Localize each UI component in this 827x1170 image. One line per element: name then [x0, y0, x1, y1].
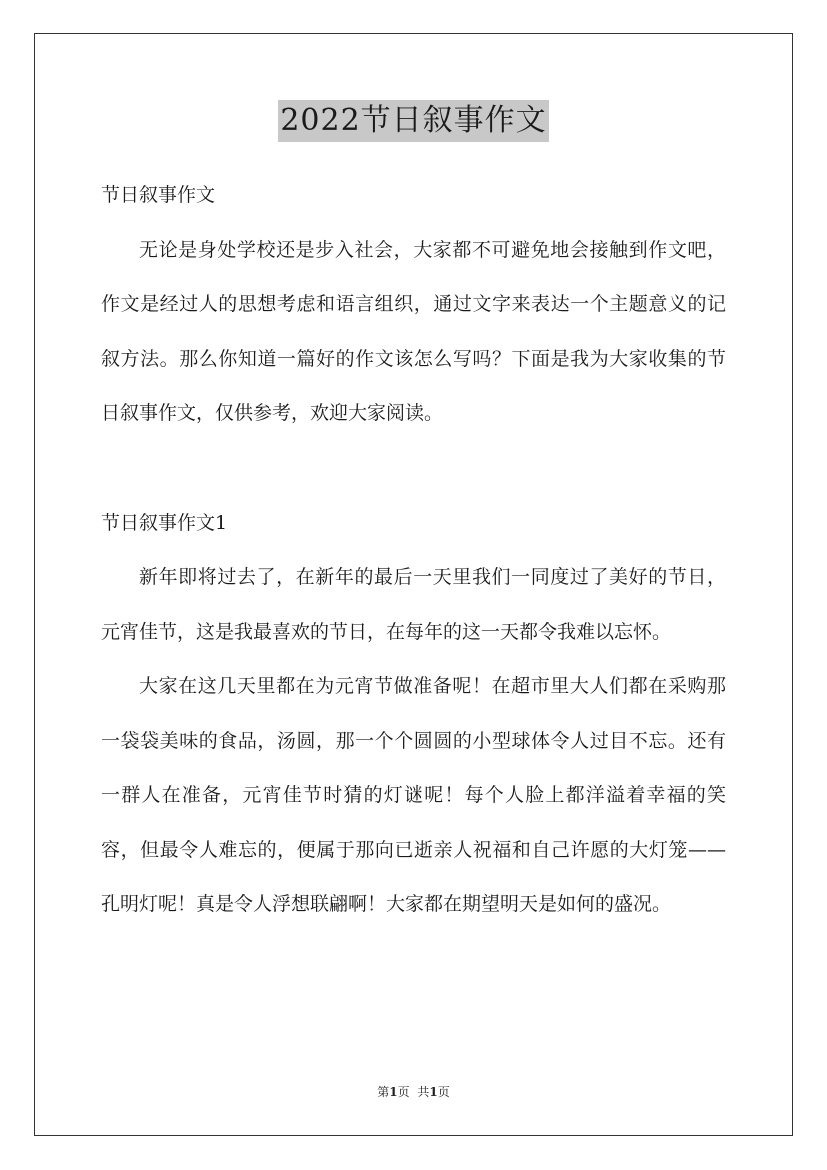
page-number: 1: [389, 1085, 398, 1099]
title-container: [0, 100, 827, 142]
section1-paragraph-2: 大家在这几天里都在为元宵节做准备呢！在超市里大人们都在采购那一袋袋美味的食品，汤圆，那一个个圆圆的小型球体令人过目不忘。还有一群人在准备，元宵佳节时猜的灯谜呢！每个人脸上都洋溢着幸福的笑容，但最令人难忘的，便属于那向已逝亲人祝福和自己许愿的大灯笼——孔明灯呢！真是令人浮想联翩啊！大家都在期望明天是如何的盛况。: [101, 675, 726, 915]
page-label-suffix: 页: [397, 1085, 410, 1099]
page-label-prefix: 第: [377, 1085, 390, 1099]
section1-paragraph-1: 新年即将过去了，在新年的最后一天里我们一同度过了美好的节日，元宵佳节，这是我最喜欢的节日，在每年的这一天都令我难以忘怀。: [101, 566, 726, 643]
document-title: 2022节日叙事作文: [278, 100, 548, 142]
total-label-suffix: 页: [437, 1085, 450, 1099]
document-body: [101, 168, 726, 932]
total-pages: 1: [429, 1085, 438, 1099]
section1-heading: 节日叙事作文1: [101, 511, 228, 534]
page-footer: [0, 1083, 827, 1100]
intro-heading: 节日叙事作文: [101, 184, 216, 206]
intro-paragraph: 无论是身处学校还是步入社会，大家都不可避免地会接触到作文吧，作文是经过人的思想考虑和语言组织，通过文字来表达一个主题意义的记叙方法。那么你知道一篇好的作文该怎么写吗？下面是我为大家收集的节日叙事作文，仅供参考，欢迎大家阅读。: [101, 238, 726, 424]
total-label-prefix: 共: [417, 1085, 430, 1099]
